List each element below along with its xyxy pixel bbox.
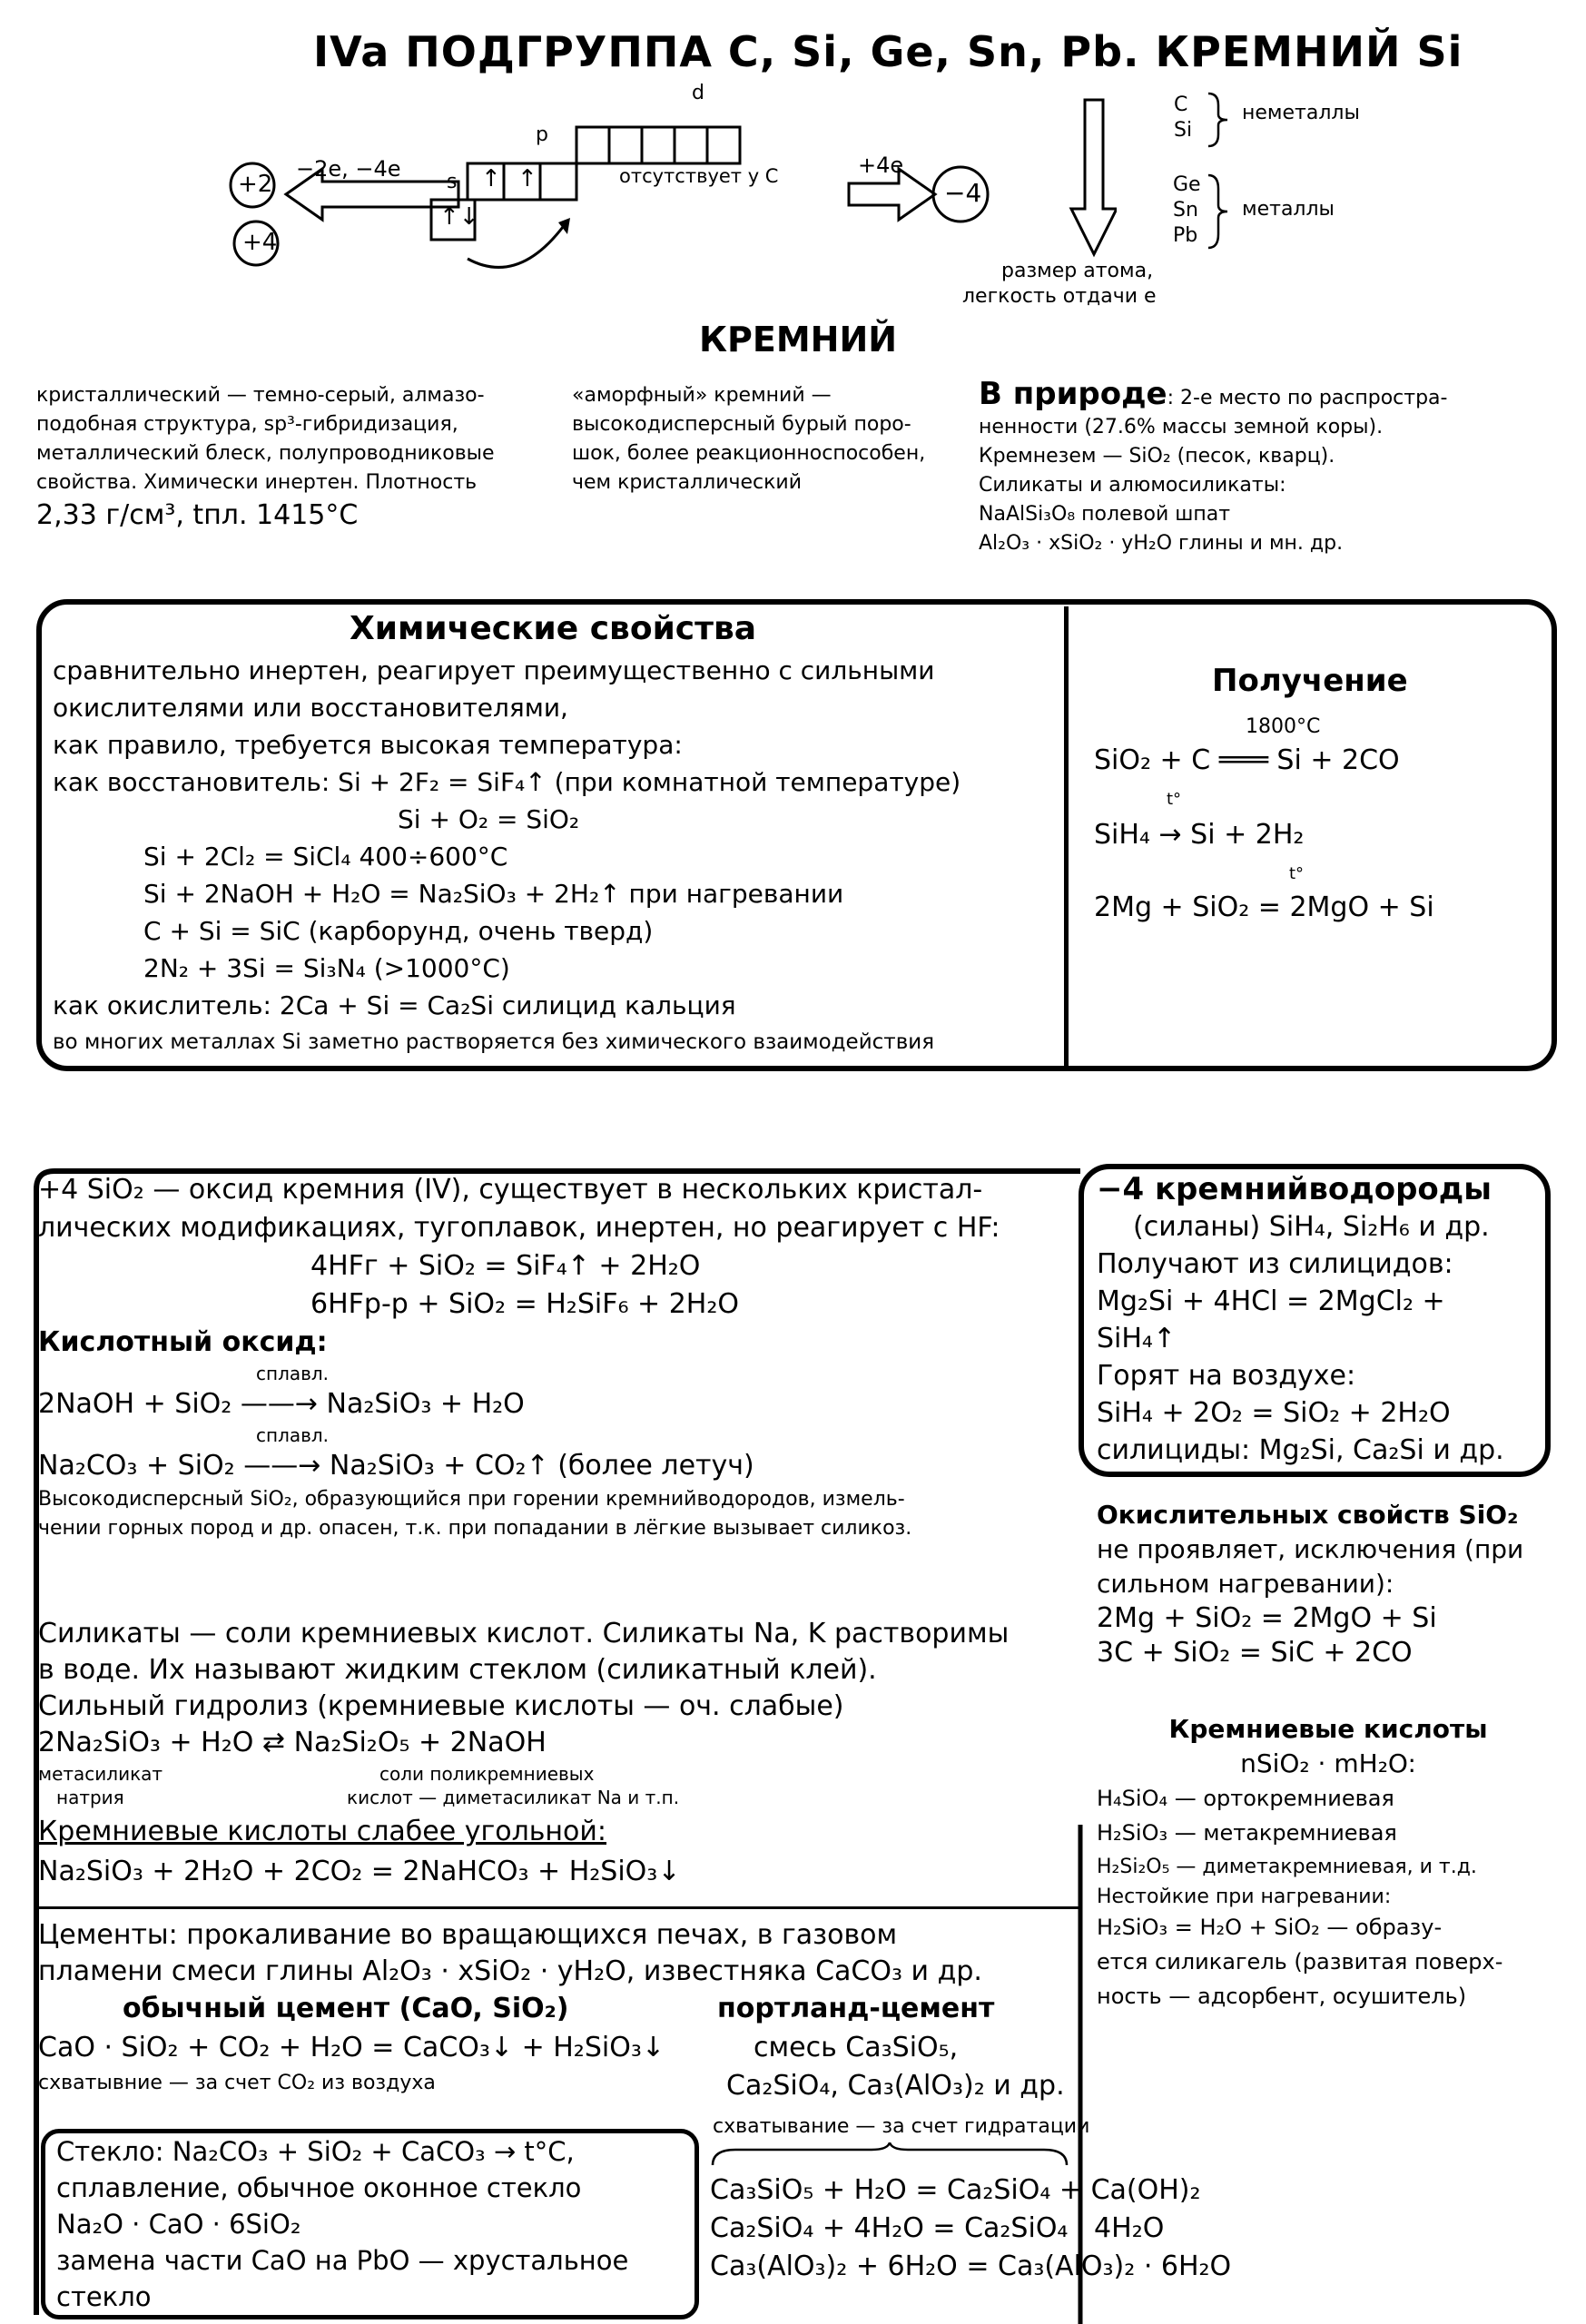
nature-line: ненности (27.6% массы земной коры). <box>979 416 1384 438</box>
oxidizing-section <box>1097 1498 1560 1670</box>
chemical-properties-heading: Химические свойства <box>350 610 757 647</box>
metals-brace <box>1206 172 1233 251</box>
crystalline-line: подобная структура, sp³-гибридизация, <box>36 413 458 436</box>
hydration-equations <box>710 2171 1231 2286</box>
chem-line: как правило, требуется высокая температура: <box>53 730 683 760</box>
p-orbital-label: p <box>536 123 548 146</box>
d-orbital-label: d <box>692 82 704 104</box>
silicates-label-sodium: натрия <box>56 1787 124 1808</box>
oxidizing-line: 3C + SiO₂ = SiC + 2CO <box>1097 1637 1413 1669</box>
p-cell-electron-1: ↑ <box>481 165 501 192</box>
sio2-line: +4 SiO₂ — оксид кремния (IV), существует в нескольких кристал- <box>38 1174 983 1206</box>
oxidizing-line: не проявляет, исключения (при <box>1097 1534 1524 1564</box>
page-title: IVa ПОДГРУППА C, Si, Ge, Sn, Pb. КРЕМНИЙ Si <box>313 27 1463 76</box>
silanes-line: (силаны) SiH₄, Si₂H₆ и др. <box>1133 1211 1490 1243</box>
oxidizing-line: сильном нагревании): <box>1097 1569 1394 1599</box>
nature-line: Кремнезем — SiO₂ (песок, кварц). <box>979 445 1335 468</box>
cements-line: Цементы: прокаливание во вращающихся печах, в газовом <box>38 1919 898 1951</box>
silanes-line: SiH₄↑ <box>1097 1323 1177 1354</box>
production-heading: Получение <box>1212 663 1408 699</box>
amorphous-line: «аморфный» кремний — <box>572 384 832 407</box>
divider-carbonate <box>36 1906 1080 1909</box>
nature-line: Силикаты и алюмосиликаты: <box>979 474 1286 497</box>
sio2-line: 6HFр-р + SiO₂ = H₂SiF₆ + 2H₂O <box>310 1288 739 1320</box>
oxidizing-line: 2Mg + SiO₂ = 2MgO + Si <box>1097 1602 1437 1634</box>
sio2-line: Na₂CO₃ + SiO₂ ——→ Na₂SiO₃ + CO₂↑ (более летуч) <box>38 1450 754 1482</box>
production-temp-1: 1800°C <box>1246 715 1321 738</box>
oxidation-minus4: −4 <box>944 178 982 208</box>
s-orbital-label: s <box>447 171 458 193</box>
amorphous-line: высокодисперсный бурый поро- <box>572 413 911 436</box>
silicic-acids-line: ется силикагель (развитая поверх- <box>1097 1949 1503 1974</box>
silanes-line: SiH₄ + 2O₂ = SiO₂ + 2H₂O <box>1097 1397 1451 1429</box>
chem-line: C + Si = SiC (карборунд, очень тверд) <box>143 916 654 946</box>
portland-cement-note: схватывание — за счет гидратации <box>713 2115 1090 2138</box>
chem-line: как окислитель: 2Ca + Si = Ca₂Si силицид кальция <box>53 990 736 1020</box>
silicates-line: в воде. Их называют жидким стеклом (силикатный клей). <box>38 1654 877 1686</box>
crystalline-line: свойства. Химически инертен. Плотность <box>36 471 478 494</box>
metals-label: металлы <box>1242 198 1335 221</box>
silanes-line: Горят на воздухе: <box>1097 1360 1356 1392</box>
electron-loss-label: −2e, −4e <box>296 156 401 182</box>
trend-label-line2: легкость отдачи e <box>962 285 1157 308</box>
glass-section <box>56 2133 692 2315</box>
chem-line: Si + O₂ = SiO₂ <box>398 804 580 834</box>
sio2-line: Кислотный оксид: <box>38 1326 328 1358</box>
production-t-1: t° <box>1167 790 1182 809</box>
production-eq-1: SiO₂ + C ═══ Si + 2CO <box>1094 744 1400 776</box>
amorphous-line: чем кристаллический <box>572 471 802 494</box>
sio2-line: 4HFг + SiO₂ = SiF₄↑ + 2H₂O <box>310 1250 701 1282</box>
silicic-acids-heading: Кремниевые кислоты <box>1168 1714 1488 1744</box>
portland-cement-mix-2: Ca₂SiO₄, Ca₃(AlO₃)₂ и др. <box>726 2070 1065 2102</box>
nature-line: : 2-е место по распростра- <box>1167 387 1448 409</box>
glass-line: стекло <box>56 2281 152 2312</box>
silanes-section <box>1097 1171 1542 1469</box>
glass-line: замена части CaO на PbO — хрустальное <box>56 2245 629 2276</box>
silanes-line: Получают из силицидов: <box>1097 1248 1453 1280</box>
chem-line: как восстановитель: Si + 2F₂ = SiF₄↑ (при комнатной температуре) <box>53 767 961 797</box>
ordinary-cement-heading: обычный цемент (CaO, SiO₂) <box>123 1993 569 2024</box>
silicic-acids-line: H₂SiO₃ = H₂O + SiO₂ — образу- <box>1097 1915 1443 1940</box>
amorphous-description <box>572 381 962 497</box>
silicic-acids-line: H₂SiO₃ — метакремниевая <box>1097 1820 1397 1846</box>
silicic-acids-line: H₄SiO₄ — ортокремниевая <box>1097 1786 1394 1811</box>
silicon-heading: КРЕМНИЙ <box>699 320 898 359</box>
crystalline-line: металлический блеск, полупроводниковые <box>36 442 495 465</box>
hydration-eq: Ca₃(AlO₃)₂ + 6H₂O = Ca₃(AlO₃)₂ · 6H₂O <box>710 2250 1232 2282</box>
silicates-line: Сильный гидролиз (кремниевые кислоты — оч. слабые) <box>38 1690 844 1722</box>
oxidizing-line: Окислительных свойств SiO₂ <box>1097 1500 1519 1530</box>
chem-line: Si + 2NaOH + H₂O = Na₂SiO₃ + 2H₂↑ при нагревании <box>143 879 844 909</box>
production-eq-3: 2Mg + SiO₂ = 2MgO + Si <box>1094 891 1434 923</box>
silanes-line: силициды: Mg₂Si, Ca₂Si и др. <box>1097 1434 1504 1466</box>
sio2-line: Высокодисперсный SiO₂, образующийся при горении кремнийводородов, измель- <box>38 1488 905 1511</box>
electron-gain-label: +4e <box>858 153 904 178</box>
silicic-acids-line: Нестойкие при нагревании: <box>1097 1886 1392 1908</box>
trend-label-line1: размер атома, <box>1001 260 1154 282</box>
s-cell-electrons: ↑↓ <box>439 203 479 231</box>
silicates-label-polysilicic: соли поликремниевых <box>379 1763 595 1785</box>
chem-line: Si + 2Cl₂ = SiCl₄ 400÷600°C <box>143 842 508 872</box>
chem-line: окислителями или восстановителями, <box>53 693 568 723</box>
silicates-carbonation-eq: Na₂SiO₃ + 2H₂O + 2CO₂ = 2NaHCO₃ + H₂SiO₃↓ <box>38 1856 681 1887</box>
portland-cement-mix-1: смесь Ca₃SiO₅, <box>754 2032 959 2063</box>
silicic-acids-section <box>1097 1712 1560 2014</box>
production-eq-2: SiH₄ → Si + 2H₂ <box>1094 819 1305 851</box>
oxidation-plus4: +4 <box>242 229 278 256</box>
ordinary-cement-note: схватывние — за счет CO₂ из воздуха <box>38 2072 436 2094</box>
p-cell-electron-2: ↑ <box>517 165 537 192</box>
sio2-line: лических модификациях, тугоплавок, инертен, но реагирует с HF: <box>38 1212 1000 1244</box>
silicic-acids-line: nSiO₂ · mH₂O: <box>1240 1748 1416 1778</box>
chem-line: 2N₂ + 3Si = Si₃N₄ (>1000°C) <box>143 953 510 983</box>
crystalline-description <box>36 381 581 534</box>
d-orbital-note: отсутствует у C <box>619 165 779 187</box>
silicic-acids-line: H₂Si₂O₅ — диметакремниевая, и т.д. <box>1097 1856 1477 1878</box>
amorphous-line: шок, более реакционноспособен, <box>572 442 926 465</box>
silicates-label-metasilicate: метасиликат <box>38 1763 163 1785</box>
crystalline-line: кристаллический — темно-серый, алмазо- <box>36 384 485 407</box>
hydration-eq: Ca₃SiO₅ + H₂O = Ca₂SiO₄ + Ca(OH)₂ <box>710 2174 1201 2206</box>
chemical-properties-list <box>53 652 1051 1061</box>
hydration-brace <box>708 2142 1071 2170</box>
glass-line: сплавление, обычное оконное стекло <box>56 2172 582 2203</box>
silicates-line: Силикаты — соли кремниевых кислот. Силикаты Na, K растворимы <box>38 1618 1010 1649</box>
nonmetals-list: C Si <box>1174 94 1193 142</box>
nature-section <box>979 376 1560 558</box>
silanes-line: Mg₂Si + 4HCl = 2MgCl₂ + <box>1097 1285 1445 1317</box>
silicates-section <box>38 1616 1082 1761</box>
silicic-acids-line: ность — адсорбент, осушитель) <box>1097 1984 1467 2009</box>
hydration-eq: Ca₂SiO₄ + 4H₂O = Ca₂SiO₄ · 4H₂O <box>710 2212 1165 2244</box>
sio2-line: чении горных пород и др. опасен, т.к. при попадании в лёгкие вызывает силикоз. <box>38 1517 912 1540</box>
silicates-label-dimetasilicate: кислот — диметасиликат Na и т.п. <box>347 1787 680 1808</box>
nonmetals-brace <box>1206 91 1233 149</box>
glass-line: Стекло: Na₂CO₃ + SiO₂ + CaCO₃ → t°C, <box>56 2136 575 2167</box>
glass-line: Na₂O · CaO · 6SiO₂ <box>56 2209 301 2240</box>
production-t-2: t° <box>1289 864 1305 883</box>
chem-line: сравнительно инертен, реагирует преимущественно с сильными <box>53 655 935 685</box>
nature-line: Al₂O₃ · xSiO₂ · yH₂O глины и мн. др. <box>979 532 1344 555</box>
nonmetals-label: неметаллы <box>1242 102 1360 124</box>
silicates-line: 2Na₂SiO₃ + H₂O ⇄ Na₂Si₂O₅ + 2NaOH <box>38 1727 547 1758</box>
sio2-section <box>38 1171 1082 1543</box>
silicic-weaker-than-carbonic: Кремниевые кислоты слабее угольной: <box>38 1816 607 1847</box>
nature-heading: В природе <box>979 376 1167 412</box>
sio2-line: сплавл. <box>256 1424 330 1446</box>
cements-section <box>38 1917 1082 1990</box>
silanes-heading: −4 кремнийводороды <box>1097 1171 1492 1207</box>
chem-line: во многих металлах Si заметно растворяется без химического взаимодействия <box>53 1030 935 1054</box>
ordinary-cement-eq: CaO · SiO₂ + CO₂ + H₂O = CaCO₃↓ + H₂SiO₃↓ <box>38 2032 665 2063</box>
metals-list: Ge Sn Pb <box>1173 173 1201 247</box>
sio2-line: сплавл. <box>256 1363 330 1384</box>
chemical-box-divider <box>1064 606 1069 1066</box>
cements-line: пламени смеси глины Al₂O₃ · xSiO₂ · yH₂O, известняка CaCO₃ и др. <box>38 1955 982 1987</box>
oxidation-plus2: +2 <box>238 171 273 198</box>
portland-cement-heading: портланд-цемент <box>717 1993 995 2024</box>
nature-line: NaAlSi₃O₈ полевой шпат <box>979 503 1231 526</box>
sio2-line: 2NaOH + SiO₂ ——→ Na₂SiO₃ + H₂O <box>38 1388 525 1420</box>
crystalline-density: 2,33 г/см³, tпл. 1415°C <box>36 499 359 531</box>
